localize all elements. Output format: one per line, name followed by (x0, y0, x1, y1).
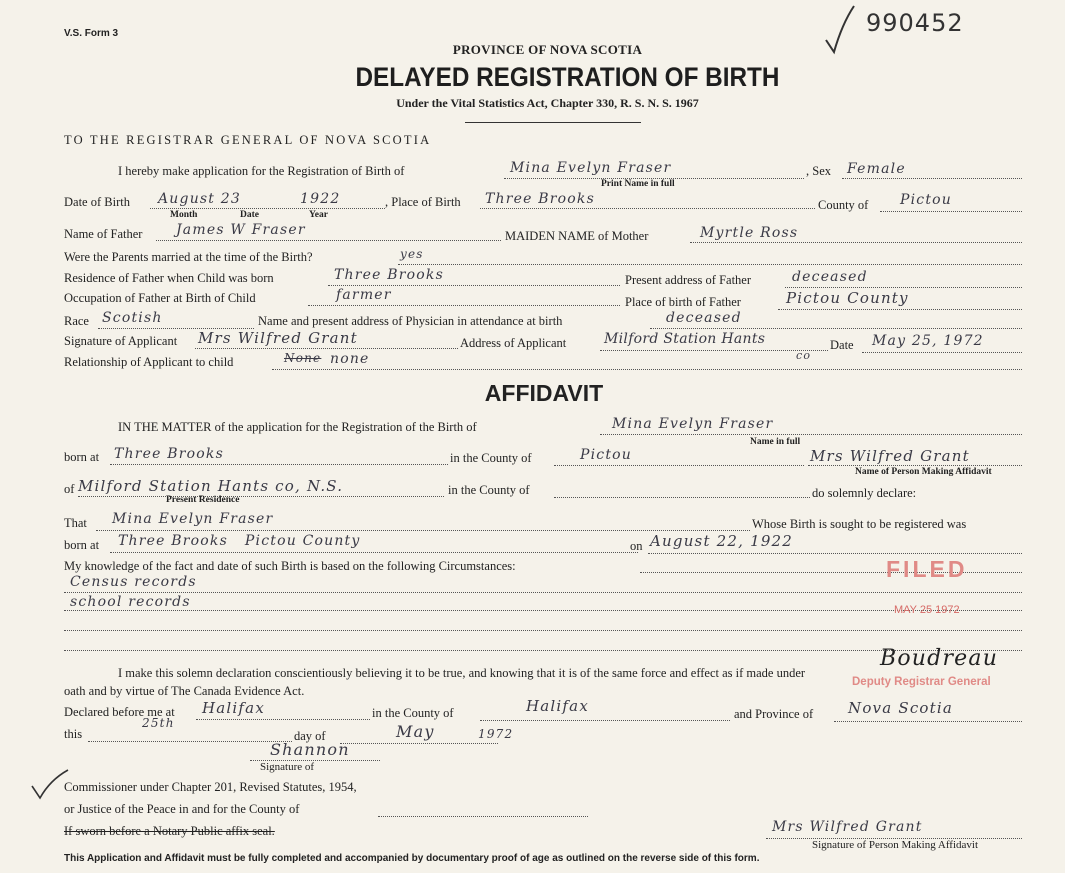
whose-birth-label: Whose Birth is sought to be registered was (752, 517, 967, 531)
circumstance-1: Census records (70, 574, 197, 590)
declared-year: 1972 (478, 727, 514, 741)
filed-stamp: FILED (886, 556, 968, 582)
commissioner-signature: Shannon (270, 740, 350, 759)
solemn-line-1: I make this solemn declaration conscientiously believing it to be true, and knowing that it is of the same force and effect as if made under (118, 666, 806, 680)
that-label: That (64, 516, 87, 530)
affidavit-title: AFFIDAVIT (484, 380, 604, 406)
declared-province: Nova Scotia (848, 699, 954, 717)
province-heading: PROVINCE OF NOVA SCOTIA (452, 42, 643, 57)
mother-label: MAIDEN NAME of Mother (505, 229, 649, 243)
dob-month-day: August 23 (158, 191, 241, 207)
declared-month: May (396, 722, 435, 741)
matter-label: IN THE MATTER of the application for the Registration of the Birth of (118, 420, 477, 434)
in-county: Pictou (580, 447, 633, 463)
place-of-birth-label: , Place of Birth (385, 195, 461, 209)
on-date: August 22, 1922 (650, 532, 794, 550)
signature-label: Signature of Applicant (64, 334, 178, 348)
intro-label: I hereby make application for the Registration of Birth of (118, 164, 405, 178)
applicant-signature: Mrs Wilfred Grant (198, 329, 358, 347)
province-label: and Province of (734, 707, 814, 721)
occupation-label: Occupation of Father at Birth of Child (64, 291, 256, 305)
born-at2: Three Brooks Pictou County (118, 533, 361, 549)
file-number: 990452 (866, 9, 964, 37)
declared-day: 25th (142, 716, 175, 730)
child-name: Mina Evelyn Fraser (510, 160, 672, 176)
page-title: DELAYED REGISTRATION OF BIRTH (355, 62, 780, 92)
declare-label: do solemnly declare: (812, 486, 917, 500)
declared-county: Halifax (526, 697, 589, 715)
date-label: Date (830, 338, 854, 352)
present-address-father: deceased (792, 269, 868, 285)
sex-value: Female (847, 161, 906, 177)
address-applicant-label: Address of Applicant (460, 336, 567, 350)
relationship-value: none (330, 351, 370, 367)
form-number: V.S. Form 3 (64, 28, 119, 39)
affidavit-child-name: Mina Evelyn Fraser (612, 416, 774, 432)
application-date: May 25, 1972 (872, 333, 984, 349)
county-label: County of (818, 198, 869, 212)
month-hint: Month (170, 210, 198, 220)
declared-label: Declared before me at (64, 705, 175, 719)
father-name: James W Fraser (176, 222, 306, 238)
address-applicant-extra: co (796, 349, 812, 362)
title-rule (465, 122, 641, 123)
mother-name: Myrtle Ross (700, 225, 799, 241)
married-label: Were the Parents married at the time of the Birth? (64, 250, 313, 264)
print-name-hint: Print Name in full (601, 179, 675, 189)
footer-note: This Application and Affidavit must be fully completed and accompanied by documentary proof of age as outlined on the reverse side of this form. (64, 853, 760, 864)
that-name: Mina Evelyn Fraser (112, 511, 274, 527)
residence-father-label: Residence of Father when Child was born (64, 271, 274, 285)
dob-label: Date of Birth (64, 195, 130, 209)
in-county-label: in the County of (450, 451, 532, 465)
birthplace-father-label: Place of birth of Father (625, 295, 741, 309)
place-of-birth: Three Brooks (485, 191, 595, 207)
day-of-label: day of (294, 729, 326, 743)
race-label: Race (64, 314, 89, 328)
born-at: Three Brooks (114, 446, 224, 462)
justice-line: or Justice of the Peace in and for the County of (64, 802, 300, 816)
dob-year: 1922 (300, 191, 341, 207)
race-value: Scotish (102, 310, 163, 326)
residence-father: Three Brooks (334, 267, 444, 283)
declared-at: Halifax (202, 699, 265, 717)
registrar-signature: Boudreau (880, 646, 999, 671)
affiant-name-hint: Name of Person Making Affidavit (855, 467, 992, 477)
declared-county-label: in the County of (372, 706, 454, 720)
relationship-label: Relationship of Applicant to child (64, 355, 234, 369)
born-at2-label: born at (64, 538, 100, 552)
notary-line: If sworn before a Notary Public affix seal. (64, 824, 275, 838)
affiant-signature: Mrs Wilfred Grant (772, 819, 923, 835)
circumstance-2: school records (70, 594, 191, 610)
affiant-signature-label: Signature of Person Making Affidavit (812, 839, 978, 851)
knowledge-label: My knowledge of the fact and date of such Birth is based on the following Circumstances: (64, 559, 516, 573)
physician-value: deceased (666, 310, 742, 326)
in-county2-label: in the County of (448, 483, 530, 497)
physician-label: Name and present address of Physician in attendance at birth (258, 314, 563, 328)
father-label: Name of Father (64, 227, 143, 241)
solemn-line-2: oath and by virtue of The Canada Evidence Act. (64, 684, 305, 698)
commissioner-line: Commissioner under Chapter 201, Revised Statutes, 1954, (64, 780, 357, 794)
registrar-title-stamp: Deputy Registrar General (852, 676, 991, 688)
filed-date-stamp: MAY 25 1972 (894, 604, 960, 616)
signature-of-label: Signature of (260, 761, 315, 773)
date-hint: Date (240, 210, 259, 220)
on-label: on (630, 539, 643, 553)
affiant-name: Mrs Wilfred Grant (810, 447, 970, 465)
of-label: of (64, 482, 75, 496)
present-residence-hint: Present Residence (166, 495, 240, 505)
sex-label: , Sex (806, 164, 831, 178)
born-at-label: born at (64, 450, 100, 464)
this-label: this (64, 727, 83, 741)
affiant-residence: Milford Station Hants co, N.S. (78, 477, 344, 495)
name-in-full-hint: Name in full (750, 437, 801, 447)
subtitle: Under the Vital Statistics Act, Chapter 330, R. S. N. S. 1967 (396, 96, 699, 110)
birthplace-father: Pictou County (786, 289, 909, 307)
address-applicant: Milford Station Hants (604, 331, 766, 347)
county-value: Pictou (900, 192, 953, 208)
married-value: yes (400, 247, 424, 261)
occupation-value: farmer (336, 287, 392, 303)
addressee: TO THE REGISTRAR GENERAL OF NOVA SCOTIA (64, 133, 432, 147)
relationship-struck: None (284, 351, 322, 365)
year-hint: Year (309, 210, 328, 220)
present-address-father-label: Present address of Father (625, 273, 752, 287)
